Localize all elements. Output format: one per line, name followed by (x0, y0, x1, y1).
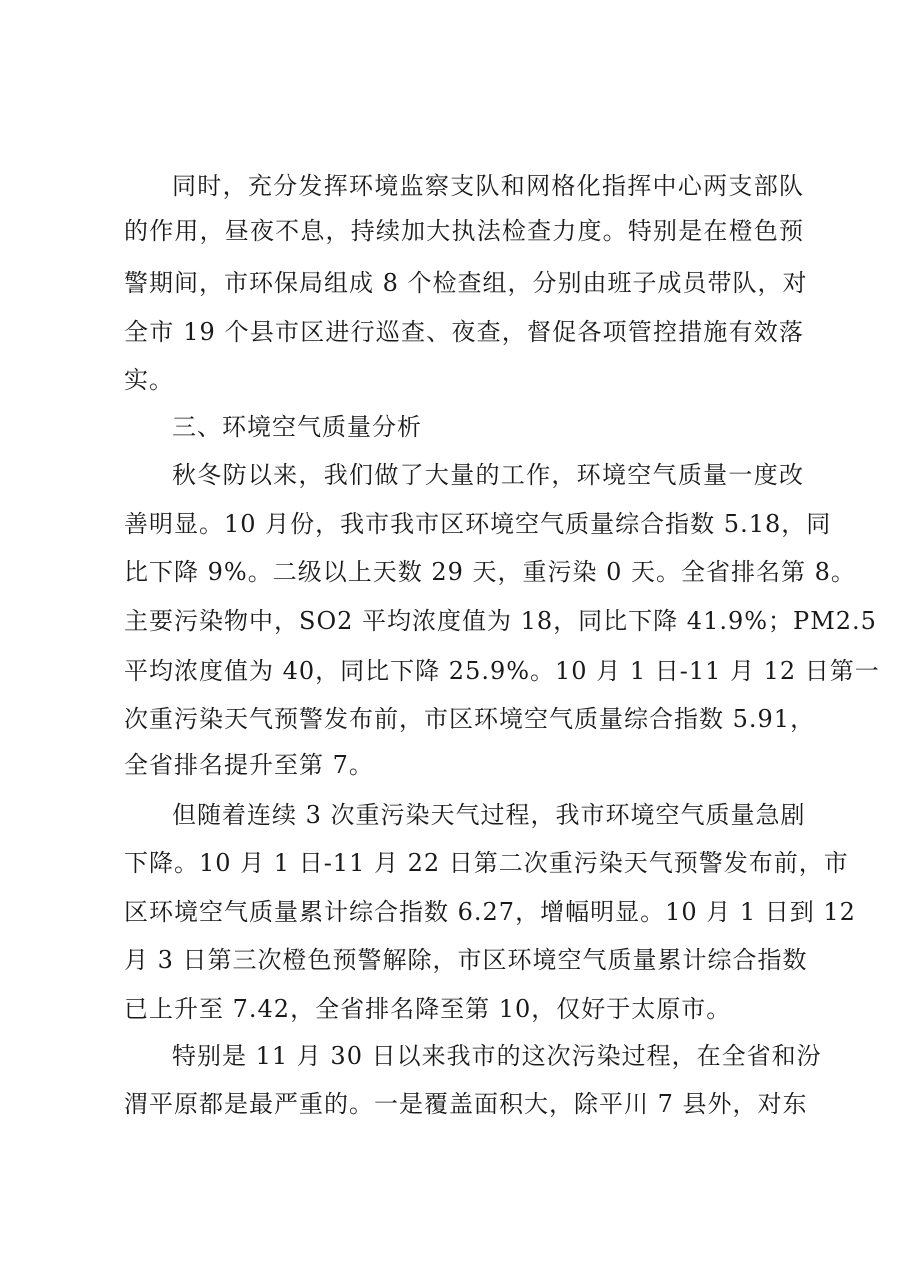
paragraph-2-line-4: 主要污染物中，SO2 平均浓度值为 18，同比下降 41.9%；PM2.5 (124, 607, 877, 635)
section-heading: 三、环境空气质量分析 (172, 413, 422, 441)
paragraph-2-line-1: 秋冬防以来，我们做了大量的工作，环境空气质量一度改 (172, 461, 804, 489)
paragraph-2-line-6: 次重污染天气预警发布前，市区环境空气质量综合指数 5.91， (124, 705, 816, 733)
paragraph-4-line-2: 渭平原都是最严重的。一是覆盖面积大，除平川 7 县外，对东 (124, 1090, 808, 1118)
paragraph-1-line-5: 实。 (124, 366, 174, 394)
paragraph-3-line-3: 区环境空气质量累计综合指数 6.27，增幅明显。10 月 1 日到 12 (124, 898, 856, 926)
paragraph-2-line-5: 平均浓度值为 40，同比下降 25.9%。10 月 1 日-11 月 12 日第一 (124, 657, 880, 685)
paragraph-2-line-3: 比下降 9%。二级以上天数 29 天，重污染 0 天。全省排名第 8。 (124, 558, 856, 586)
paragraph-3-line-2: 下降。10 月 1 日-11 月 22 日第二次重污染天气预警发布前，市 (124, 849, 849, 877)
paragraph-4-line-1: 特别是 11 月 30 日以来我市的这次污染过程，在全省和汾 (172, 1042, 822, 1070)
paragraph-3-line-4: 月 3 日第三次橙色预警解除，市区环境空气质量累计综合指数 (124, 946, 808, 974)
paragraph-1-line-4: 全市 19 个县市区进行巡查、夜查，督促各项管控措施有效落 (124, 318, 804, 346)
paragraph-2-line-2: 善明显。10 月份，我市我市区环境空气质量综合指数 5.18，同 (124, 510, 832, 538)
paragraph-1-line-3: 警期间，市环保局组成 8 个检查组，分别由班子成员带队，对 (124, 269, 808, 297)
paragraph-1-line-2: 的作用，昼夜不息，持续加大执法检查力度。特别是在橙色预 (124, 217, 804, 245)
paragraph-2-line-7: 全省排名提升至第 7。 (124, 751, 374, 779)
paragraph-3-line-5: 已上升至 7.42，全省排名降至第 10，仅好于太原市。 (124, 995, 732, 1023)
paragraph-1-line-1: 同时，充分发挥环境监察支队和网格化指挥中心两支部队 (172, 172, 804, 200)
paragraph-3-line-1: 但随着连续 3 次重污染天气过程，我市环境空气质量急剧 (172, 801, 806, 829)
